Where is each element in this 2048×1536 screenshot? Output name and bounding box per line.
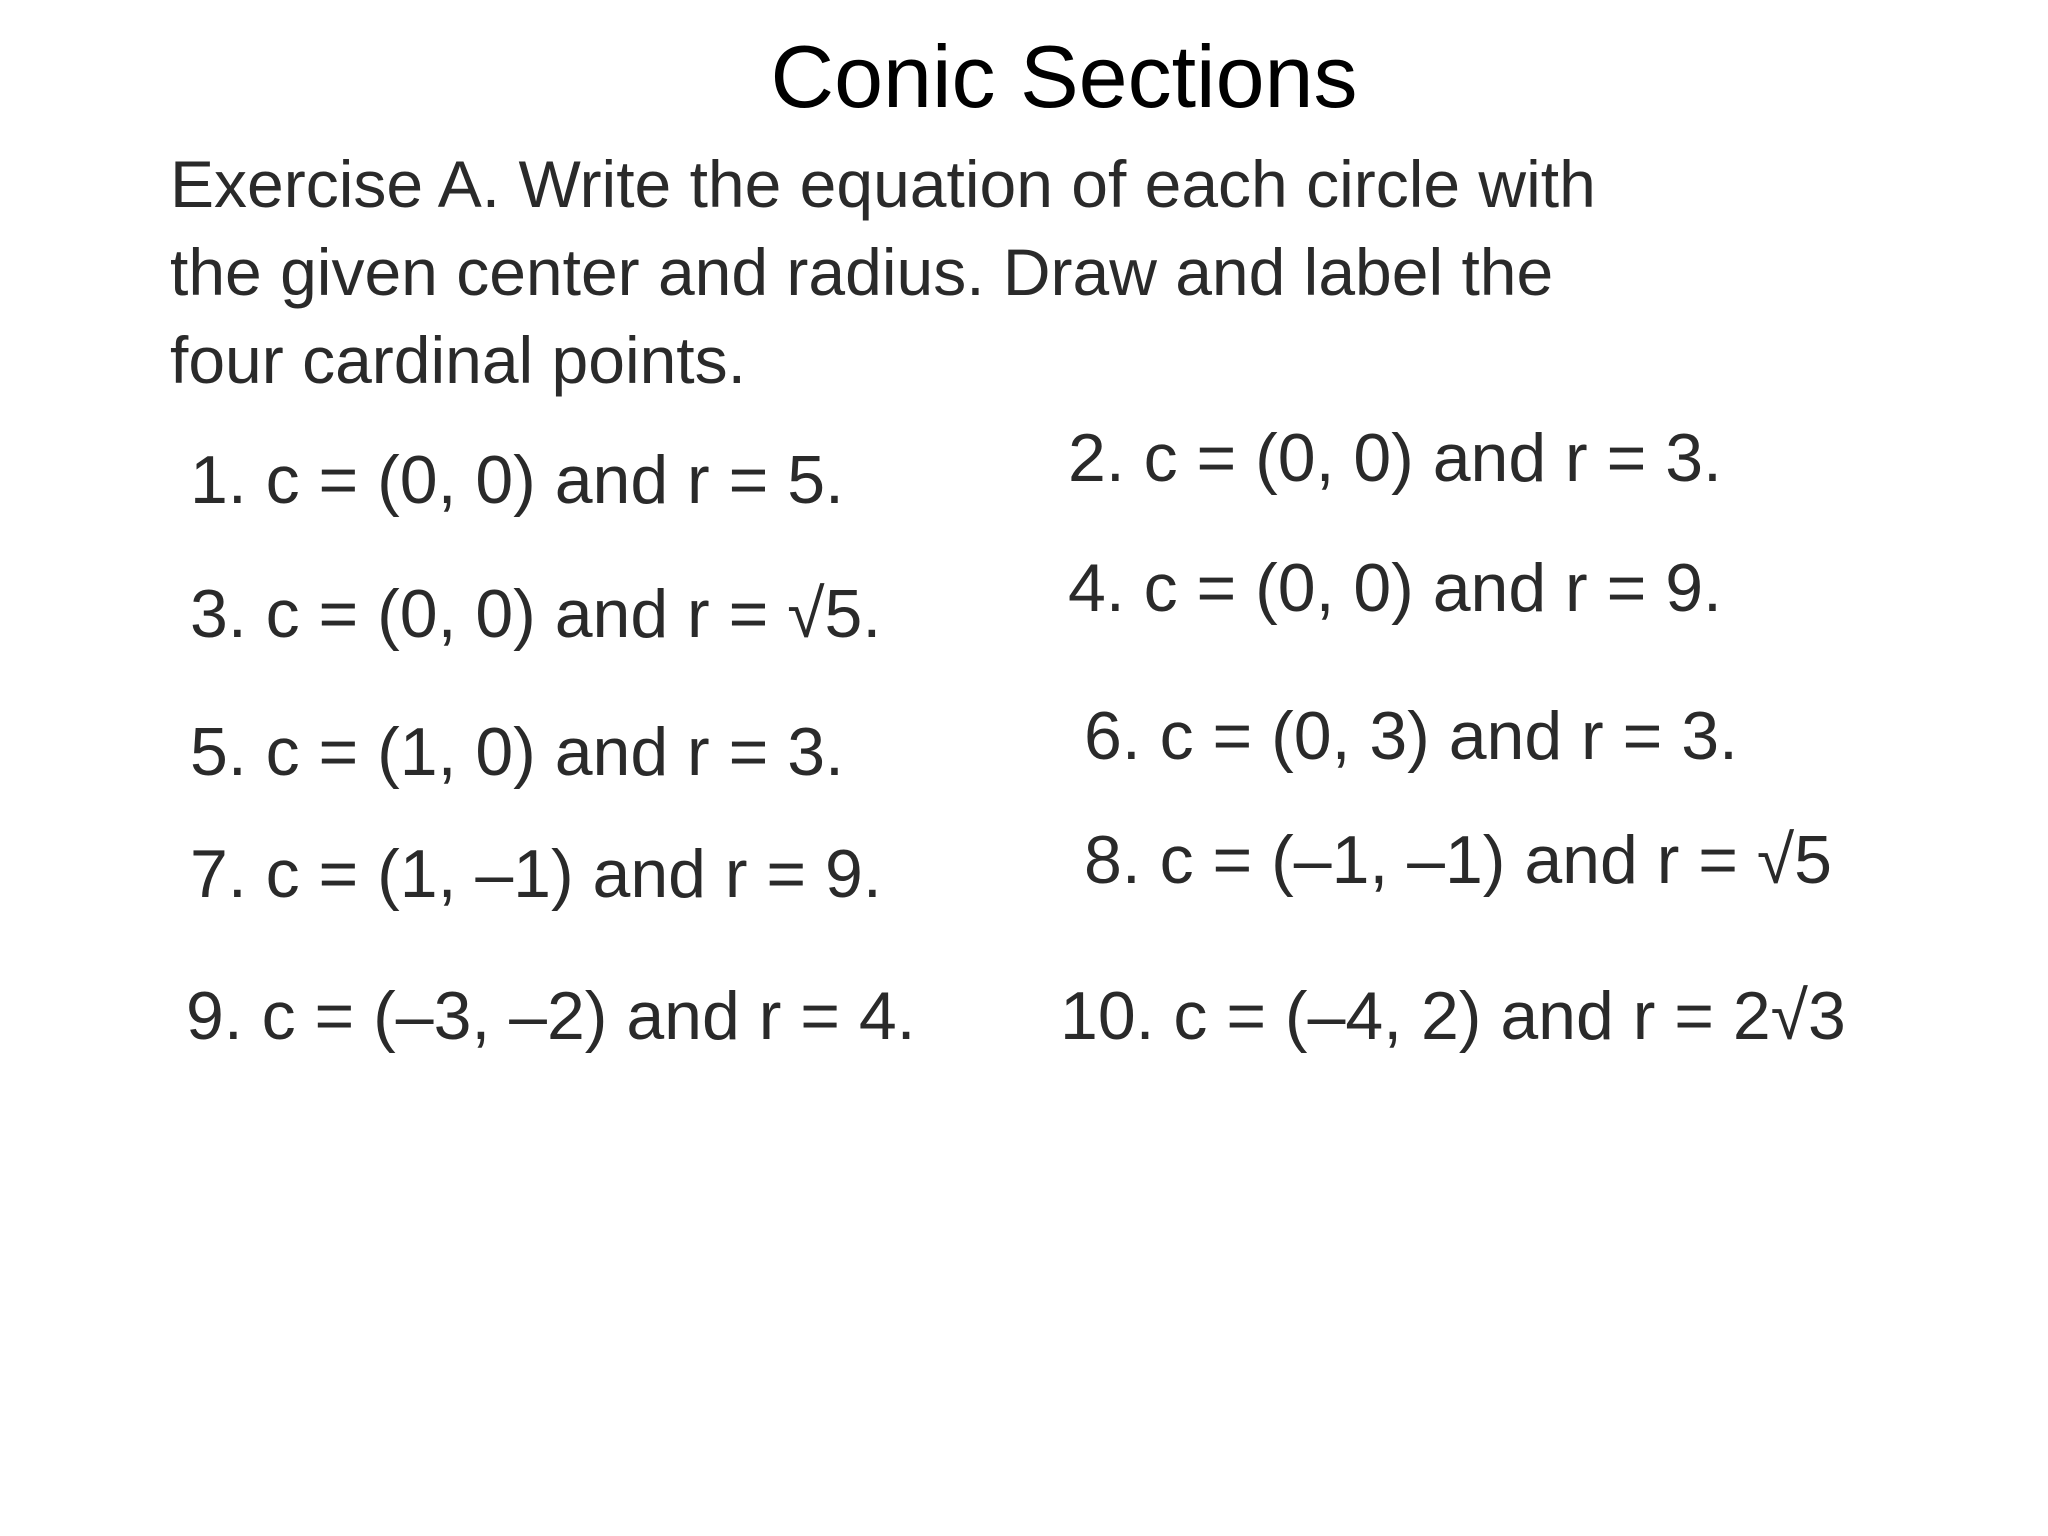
problem-3: 3. c = (0, 0) and r = √5.: [190, 576, 882, 652]
problem-5: 5. c = (1, 0) and r = 3.: [190, 714, 844, 790]
slide-title: Conic Sections: [770, 27, 1358, 126]
instructions-line-3: four cardinal points.: [170, 323, 746, 397]
exercise-instructions: [170, 140, 1870, 404]
instructions-line-1: Exercise A. Write the equation of each circle with: [170, 147, 1596, 221]
problem-1: 1. c = (0, 0) and r = 5.: [190, 442, 844, 518]
problem-4: 4. c = (0, 0) and r = 9.: [1068, 550, 1722, 626]
problem-10: 10. c = (–4, 2) and r = 2√3: [1060, 978, 1846, 1054]
problem-8: 8. c = (–1, –1) and r = √5: [1084, 822, 1832, 898]
instructions-line-2: the given center and radius. Draw and label the: [170, 235, 1554, 309]
problem-6: 6. c = (0, 3) and r = 3.: [1084, 698, 1738, 774]
problem-7: 7. c = (1, –1) and r = 9.: [190, 836, 882, 912]
problem-2: 2. c = (0, 0) and r = 3.: [1068, 420, 1722, 496]
problem-9: 9. c = (–3, –2) and r = 4.: [186, 978, 916, 1054]
